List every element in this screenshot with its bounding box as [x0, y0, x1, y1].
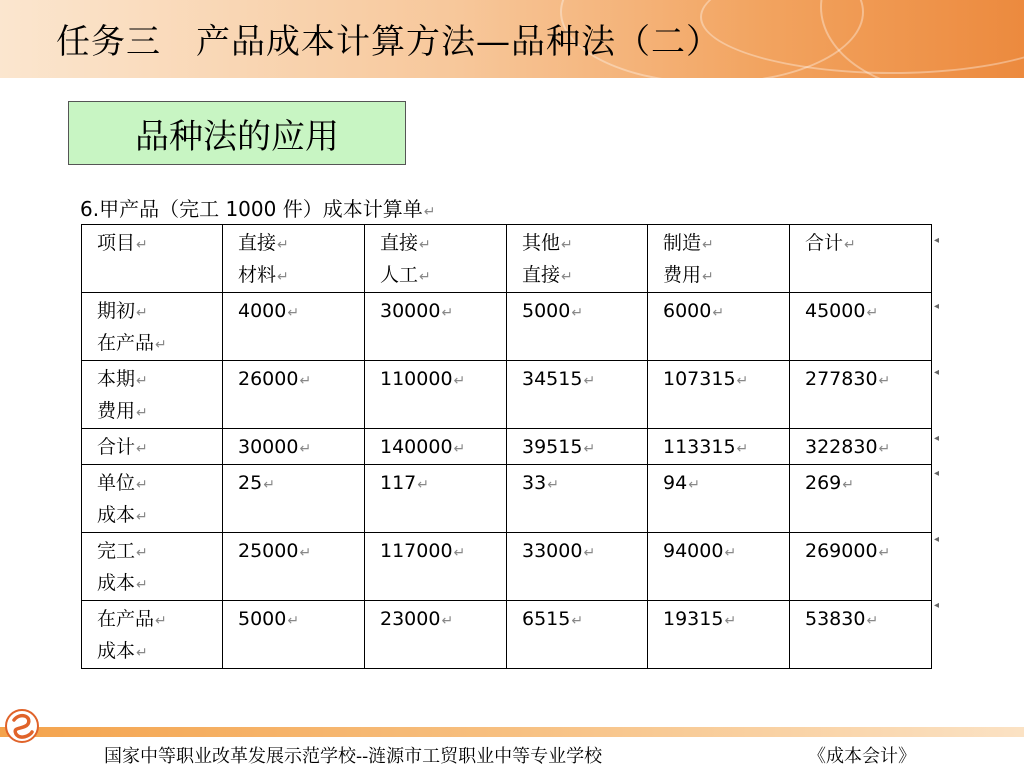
table-row	[82, 533, 932, 601]
paragraph-mark-icon: ↵	[736, 373, 749, 389]
paragraph-mark-icon: ↵	[299, 545, 312, 561]
paragraph-mark-icon: ↵	[736, 441, 749, 457]
cell-value: 26000	[238, 368, 299, 390]
paragraph-mark-icon: ↵	[419, 237, 431, 253]
cell-value: 117000	[380, 540, 453, 562]
paragraph-mark-icon: ↵	[136, 509, 148, 525]
cell-value: 269000	[805, 540, 878, 562]
column-header	[507, 225, 648, 293]
cell-value: 材料	[238, 264, 277, 286]
cell-value: 4000	[238, 300, 287, 322]
cell-text	[97, 328, 222, 360]
paragraph-mark-icon: ↵	[423, 204, 436, 220]
cell-value: 94	[663, 472, 688, 494]
value-cell	[648, 293, 790, 361]
cell-value: 25	[238, 472, 263, 494]
column-header	[82, 225, 223, 293]
footer-bar	[0, 727, 1024, 737]
cell-text	[97, 568, 222, 600]
value-cell	[365, 429, 507, 465]
table-row	[82, 601, 932, 669]
cell-value: 本期	[97, 368, 136, 390]
row-label-cell	[82, 465, 223, 533]
cell-text	[97, 432, 222, 464]
paragraph-mark-icon: ↵	[299, 373, 312, 389]
paragraph-mark-icon: ↵	[136, 477, 148, 493]
column-header	[365, 225, 507, 293]
value-cell	[223, 361, 365, 429]
cell-value: 6515	[522, 608, 571, 630]
row-end-marker-icon: ◂	[934, 468, 940, 479]
cell-value: 完工	[97, 540, 136, 562]
slide-title: 任务三 产品成本计算方法—品种法（二）	[56, 22, 721, 62]
paragraph-mark-icon: ↵	[702, 269, 714, 285]
table-header-row	[82, 225, 932, 293]
cell-text	[522, 228, 647, 260]
value-cell	[507, 361, 648, 429]
paragraph-mark-icon: ↵	[277, 237, 289, 253]
cell-text	[97, 296, 222, 328]
value-cell	[648, 465, 790, 533]
table-row	[82, 361, 932, 429]
cell-text	[805, 228, 931, 260]
cell-value: 94000	[663, 540, 724, 562]
cell-text	[97, 604, 222, 636]
cell-text	[238, 260, 364, 292]
cell-value: 277830	[805, 368, 878, 390]
table-row	[82, 293, 932, 361]
paragraph-mark-icon: ↵	[136, 305, 148, 321]
paragraph-mark-icon: ↵	[878, 545, 891, 561]
paragraph-mark-icon: ↵	[136, 405, 148, 421]
paragraph-mark-icon: ↵	[724, 545, 737, 561]
paragraph-mark-icon: ↵	[453, 441, 466, 457]
paragraph-mark-icon: ↵	[136, 545, 148, 561]
cell-value: 人工	[380, 264, 419, 286]
cell-value: 合计	[97, 436, 136, 458]
cell-value: 140000	[380, 436, 453, 458]
cell-value: 直接	[522, 264, 561, 286]
paragraph-mark-icon: ↵	[547, 477, 559, 493]
cell-value: 直接	[238, 232, 277, 254]
cell-value: 107315	[663, 368, 736, 390]
cell-text	[97, 536, 222, 568]
paragraph-mark-icon: ↵	[136, 237, 148, 253]
table-caption	[80, 196, 435, 225]
value-cell	[507, 429, 648, 465]
cell-value: 成本	[97, 572, 136, 594]
row-end-marker-icon: ◂	[934, 433, 940, 444]
paragraph-mark-icon: ↵	[419, 269, 431, 285]
cell-value: 5000	[238, 608, 287, 630]
paragraph-mark-icon: ↵	[724, 613, 737, 629]
value-cell	[365, 533, 507, 601]
value-cell	[507, 601, 648, 669]
paragraph-mark-icon: ↵	[571, 305, 584, 321]
value-cell	[790, 601, 932, 669]
value-cell	[365, 293, 507, 361]
value-cell	[507, 533, 648, 601]
paragraph-mark-icon: ↵	[441, 305, 454, 321]
value-cell	[365, 465, 507, 533]
column-header	[790, 225, 932, 293]
value-cell	[223, 601, 365, 669]
cell-value: 单位	[97, 472, 136, 494]
value-cell	[790, 429, 932, 465]
value-cell	[223, 429, 365, 465]
row-label-cell	[82, 601, 223, 669]
value-cell	[507, 293, 648, 361]
cell-value: 269	[805, 472, 842, 494]
row-label-cell	[82, 293, 223, 361]
paragraph-mark-icon: ↵	[263, 477, 275, 493]
cell-text	[380, 260, 506, 292]
row-end-marker-icon: ◂	[934, 301, 940, 312]
paragraph-mark-icon: ↵	[155, 613, 167, 629]
value-cell	[365, 361, 507, 429]
value-cell	[648, 601, 790, 669]
footer-course: 《成本会计》	[808, 746, 916, 767]
cell-value: 期初	[97, 300, 136, 322]
cell-value: 322830	[805, 436, 878, 458]
column-header	[648, 225, 790, 293]
paragraph-mark-icon: ↵	[136, 441, 148, 457]
cell-value: 在产品	[97, 608, 155, 630]
cell-text	[522, 260, 647, 292]
cell-value: 其他	[522, 232, 561, 254]
cell-value: 6000	[663, 300, 712, 322]
cell-value: 25000	[238, 540, 299, 562]
column-header	[223, 225, 365, 293]
cell-text	[97, 500, 222, 532]
cell-value: 23000	[380, 608, 441, 630]
cell-text	[97, 228, 222, 260]
paragraph-mark-icon: ↵	[277, 269, 289, 285]
cell-text	[97, 364, 222, 396]
row-label-cell	[82, 429, 223, 465]
title-bar	[0, 0, 1024, 78]
paragraph-mark-icon: ↵	[299, 441, 312, 457]
cell-value: 45000	[805, 300, 866, 322]
paragraph-mark-icon: ↵	[136, 645, 148, 661]
cell-value: 53830	[805, 608, 866, 630]
cell-value: 34515	[522, 368, 583, 390]
paragraph-mark-icon: ↵	[136, 373, 148, 389]
cell-value: 30000	[380, 300, 441, 322]
value-cell	[223, 533, 365, 601]
paragraph-mark-icon: ↵	[878, 373, 891, 389]
cell-value: 成本	[97, 640, 136, 662]
paragraph-mark-icon: ↵	[583, 441, 596, 457]
value-cell	[648, 429, 790, 465]
paragraph-mark-icon: ↵	[441, 613, 454, 629]
cell-text	[97, 468, 222, 500]
value-cell	[507, 465, 648, 533]
paragraph-mark-icon: ↵	[878, 441, 891, 457]
cell-value: 在产品	[97, 332, 155, 354]
table-caption-text: 6.甲产品（完工 1000 件）成本计算单	[80, 197, 423, 221]
paragraph-mark-icon: ↵	[561, 269, 573, 285]
cell-text	[380, 228, 506, 260]
paragraph-mark-icon: ↵	[287, 613, 300, 629]
cell-value: 制造	[663, 232, 702, 254]
paragraph-mark-icon: ↵	[712, 305, 725, 321]
paragraph-mark-icon: ↵	[417, 477, 429, 493]
cell-value: 117	[380, 472, 417, 494]
cell-value: 成本	[97, 504, 136, 526]
cell-value: 5000	[522, 300, 571, 322]
cost-table	[81, 224, 932, 669]
school-logo-icon	[4, 708, 40, 744]
cell-value: 合计	[805, 232, 844, 254]
value-cell	[223, 465, 365, 533]
paragraph-mark-icon: ↵	[866, 305, 879, 321]
cell-value: 113315	[663, 436, 736, 458]
paragraph-mark-icon: ↵	[844, 237, 856, 253]
paragraph-mark-icon: ↵	[561, 237, 573, 253]
cell-value: 30000	[238, 436, 299, 458]
cell-text	[663, 228, 789, 260]
table-row	[82, 429, 932, 465]
paragraph-mark-icon: ↵	[866, 613, 879, 629]
cell-value: 39515	[522, 436, 583, 458]
row-end-marker-icon: ◂	[934, 600, 940, 611]
paragraph-mark-icon: ↵	[583, 373, 596, 389]
footer-school: 国家中等职业改革发展示范学校--涟源市工贸职业中等专业学校	[104, 746, 603, 767]
value-cell	[790, 465, 932, 533]
paragraph-mark-icon: ↵	[702, 237, 714, 253]
cell-value: 33	[522, 472, 547, 494]
cell-value: 110000	[380, 368, 453, 390]
value-cell	[790, 293, 932, 361]
row-end-marker-icon: ◂	[934, 235, 940, 246]
cell-value: 19315	[663, 608, 724, 630]
value-cell	[790, 361, 932, 429]
paragraph-mark-icon: ↵	[583, 545, 596, 561]
value-cell	[790, 533, 932, 601]
cell-value: 费用	[97, 400, 136, 422]
row-label-cell	[82, 533, 223, 601]
cell-value: 项目	[97, 232, 136, 254]
cell-text	[238, 228, 364, 260]
paragraph-mark-icon: ↵	[571, 613, 584, 629]
paragraph-mark-icon: ↵	[453, 545, 466, 561]
subtitle-box: 品种法的应用	[68, 101, 406, 165]
cell-text	[663, 260, 789, 292]
cell-text	[97, 636, 222, 668]
value-cell	[648, 361, 790, 429]
value-cell	[365, 601, 507, 669]
paragraph-mark-icon: ↵	[688, 477, 700, 493]
row-label-cell	[82, 361, 223, 429]
paragraph-mark-icon: ↵	[287, 305, 300, 321]
paragraph-mark-icon: ↵	[136, 577, 148, 593]
row-end-marker-icon: ◂	[934, 534, 940, 545]
cell-value: 费用	[663, 264, 702, 286]
row-end-marker-icon: ◂	[934, 367, 940, 378]
paragraph-mark-icon: ↵	[453, 373, 466, 389]
value-cell	[223, 293, 365, 361]
paragraph-mark-icon: ↵	[842, 477, 854, 493]
paragraph-mark-icon: ↵	[155, 337, 167, 353]
value-cell	[648, 533, 790, 601]
cell-value: 直接	[380, 232, 419, 254]
table-row	[82, 465, 932, 533]
cell-text	[97, 396, 222, 428]
cell-value: 33000	[522, 540, 583, 562]
